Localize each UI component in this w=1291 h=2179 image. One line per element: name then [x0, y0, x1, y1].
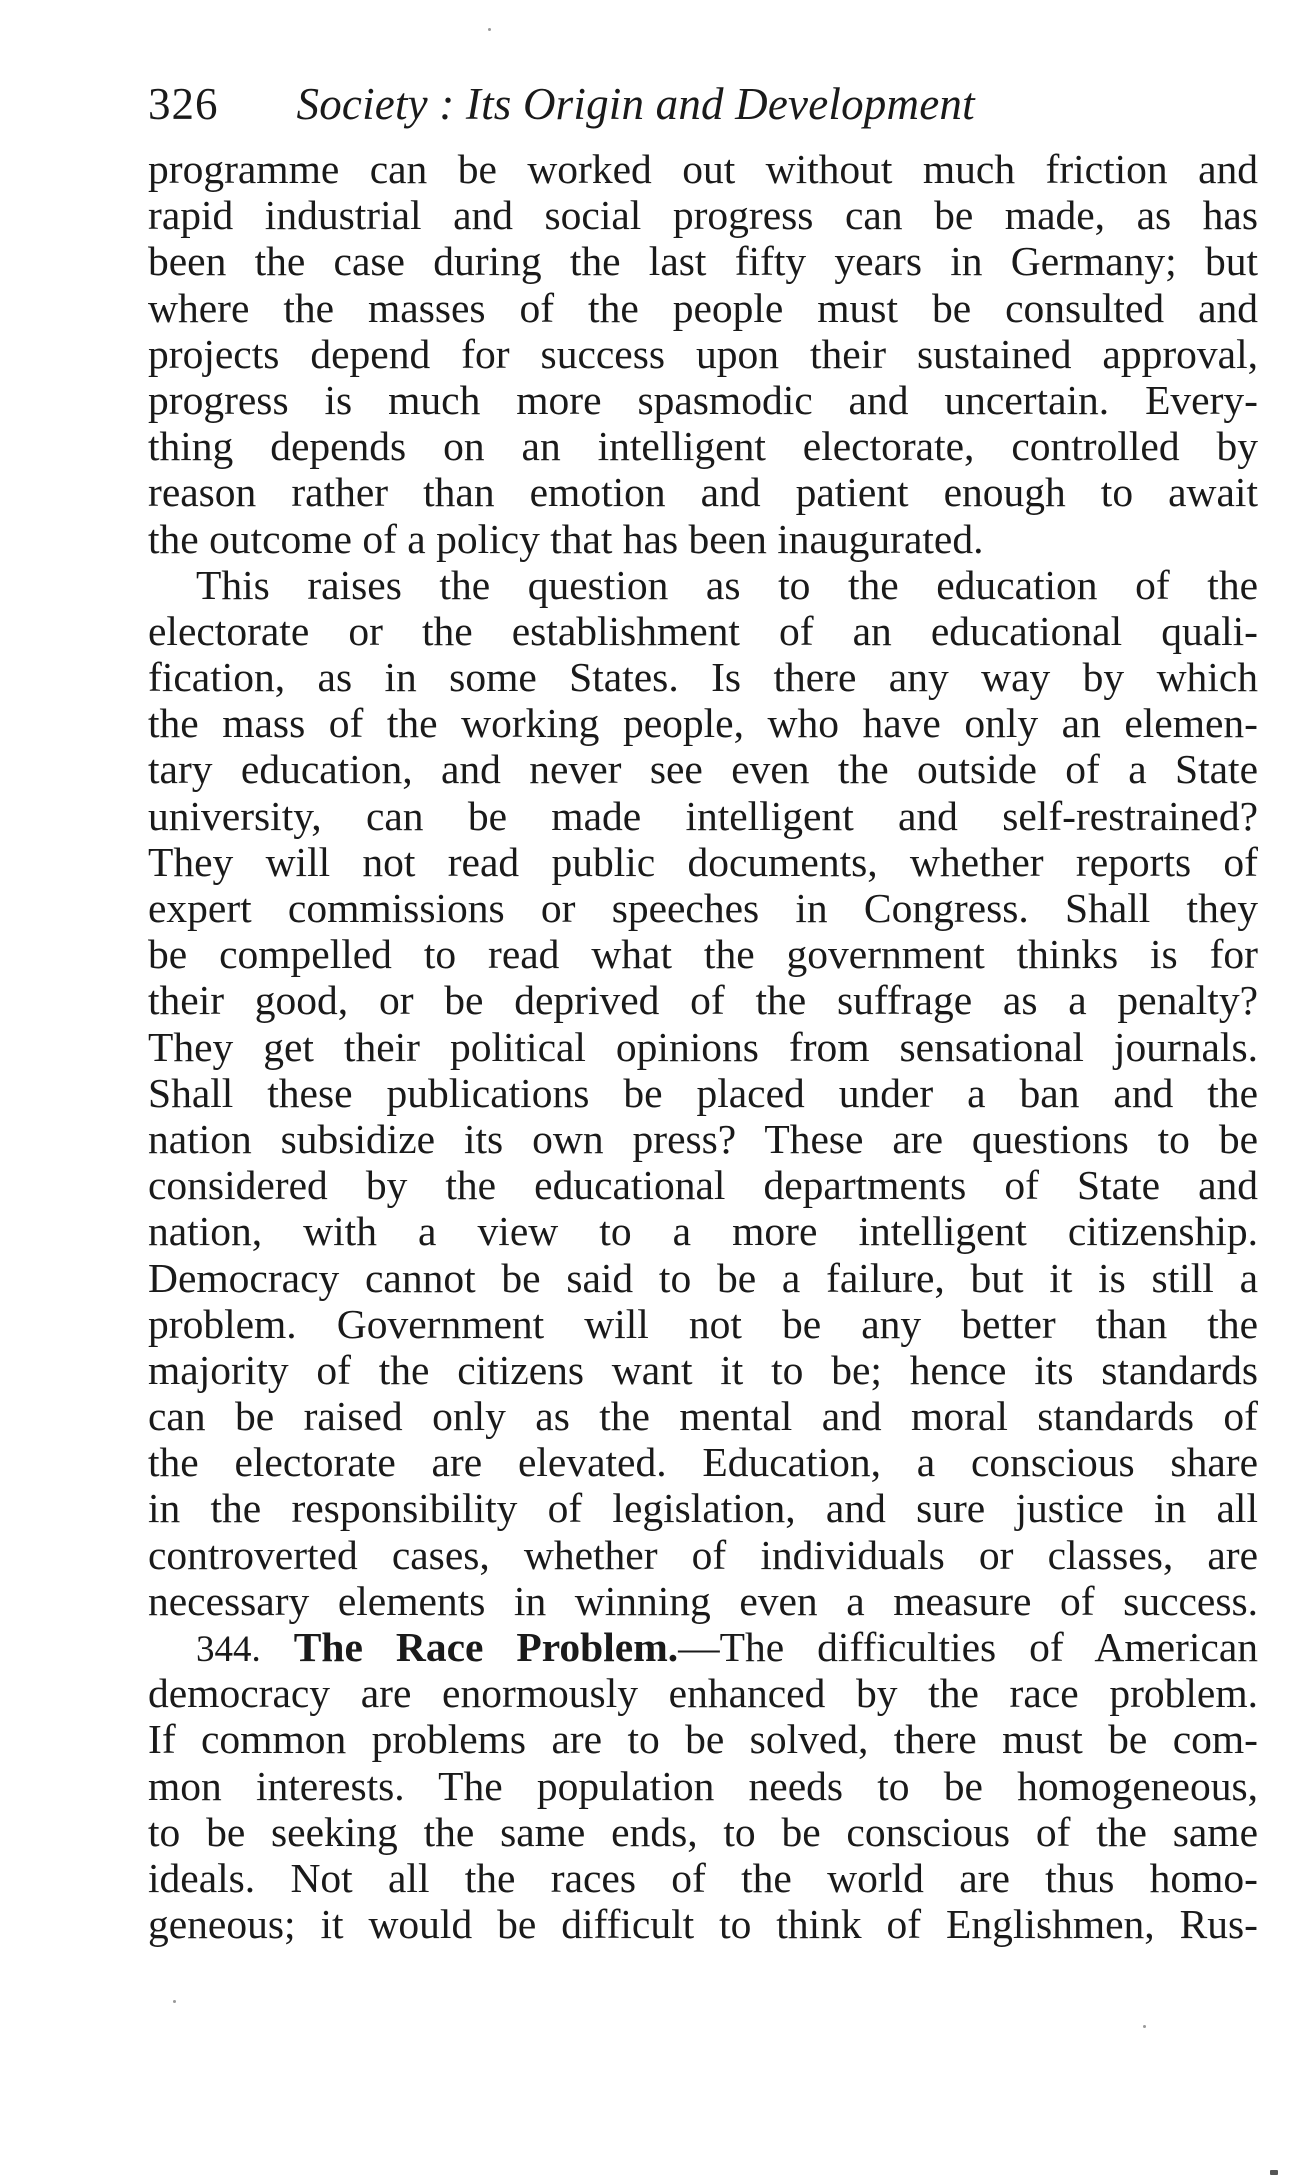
body-text	[148, 146, 1258, 1947]
text-line: nation, with a view to a more intelligent citizenship.	[148, 1208, 1258, 1255]
text-line: They will not read public documents, whether reports of	[148, 838, 1258, 885]
text-line: Shall these publications be placed under a ban and the	[148, 1069, 1258, 1116]
page-number: 326	[148, 79, 219, 129]
text-line: projects depend for success upon their sustained approval,	[148, 330, 1258, 377]
text-line: geneous; it would be difficult to think of Englishmen, Rus-	[148, 1901, 1258, 1948]
text-line: can be raised only as the mental and moral standards of	[148, 1393, 1258, 1440]
text-line: If common problems are to be solved, there must be com-	[148, 1716, 1258, 1763]
text-line: the electorate are elevated. Education, a conscious share	[148, 1439, 1258, 1486]
paragraph-2	[148, 562, 1258, 1624]
text-line: necessary elements in winning even a measure of success.	[148, 1577, 1258, 1624]
text-line: thing depends on an intelligent electorate, controlled by	[148, 423, 1258, 470]
text-line: the mass of the working people, who have only an elemen-	[148, 700, 1258, 747]
text-line: fication, as in some States. Is there any way by which	[148, 654, 1258, 701]
text-line: the outcome of a policy that has been inaugurated.	[148, 515, 984, 562]
text-line: tary education, and never see even the outside of a State	[148, 746, 1258, 793]
text-line: reason rather than emotion and patient enough to await	[148, 469, 1258, 516]
section-heading: The Race Problem.	[293, 1624, 679, 1670]
running-head	[148, 78, 1258, 138]
text-line: mon interests. The population needs to be homogeneous,	[148, 1762, 1258, 1809]
paragraph-1	[148, 146, 1258, 562]
text-line: majority of the citizens want it to be; hence its standards	[148, 1346, 1258, 1393]
text-line: democracy are enormously enhanced by the race problem.	[148, 1670, 1258, 1717]
text-line: be compelled to read what the government thinks is for	[148, 931, 1258, 978]
text-line: expert commissions or speeches in Congress. Shall they	[148, 885, 1258, 931]
text-line: They get their political opinions from sensational journals.	[148, 1023, 1258, 1070]
section-first-line-text: —The difficulties of American	[678, 1624, 1258, 1670]
text-line: nation subsidize its own press? These are questions to be	[148, 1115, 1258, 1162]
paper-speck	[488, 28, 491, 31]
text-line: ideals. Not all the races of the world are thus homo-	[148, 1854, 1258, 1901]
text-line: controverted cases, whether of individuals or classes, are	[148, 1531, 1258, 1578]
text-line: university, can be made intelligent and self-restrained?	[148, 792, 1258, 839]
text-line: electorate or the establishment of an educational quali-	[148, 607, 1258, 654]
text-line: been the case during the last fifty years in Germany; but	[148, 238, 1258, 285]
text-line: progress is much more spasmodic and uncertain. Every-	[148, 376, 1258, 423]
text-line: to be seeking the same ends, to be conscious of the same	[148, 1808, 1258, 1855]
text-line: problem. Government will not be any better than the	[148, 1300, 1258, 1347]
section-344	[148, 1624, 1258, 1947]
paper-speck	[173, 2000, 176, 2003]
text-line: programme can be worked out without much friction and	[148, 146, 1258, 192]
text-line: in the responsibility of legislation, and sure justice in all	[148, 1485, 1258, 1532]
text-line: Democracy cannot be said to be a failure, but it is still a	[148, 1254, 1258, 1301]
paper-speck	[1143, 2025, 1146, 2028]
text-line: This raises the question as to the education of the	[196, 561, 1258, 608]
text-line: considered by the educational departments of State and	[148, 1162, 1258, 1209]
text-line: rapid industrial and social progress can be made, as has	[148, 192, 1258, 239]
book-title: Society : Its Origin and Development	[296, 79, 975, 129]
text-line: their good, or be deprived of the suffrage as a penalty?	[148, 977, 1258, 1024]
section-first-line	[148, 1624, 1258, 1670]
paper-speck	[1270, 2170, 1278, 2175]
section-number: 344.	[196, 1629, 261, 1670]
text-line: where the masses of the people must be consulted and	[148, 284, 1258, 331]
book-page	[148, 78, 1258, 1947]
